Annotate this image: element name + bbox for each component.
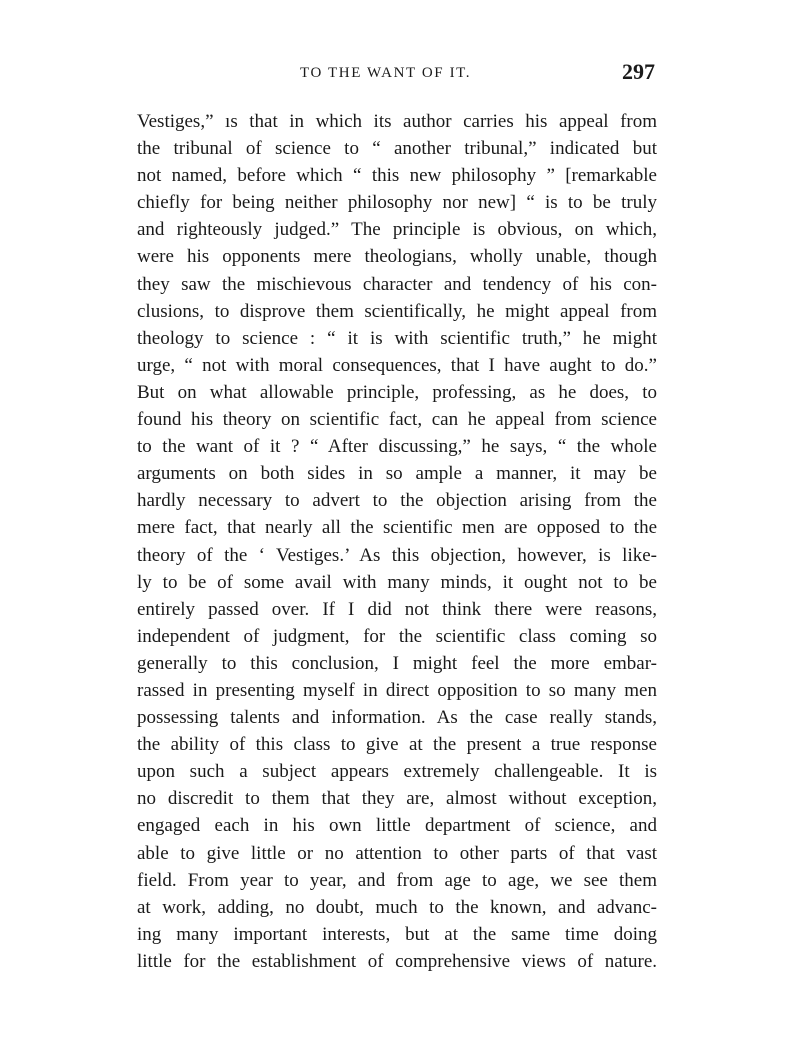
- text-line: not named, before which “ this new philosophy ” [remarkable: [137, 165, 657, 187]
- running-head: [0, 59, 800, 92]
- text-line: But on what allowable principle, professing, as he does, to: [137, 381, 657, 403]
- text-line: Vestiges,” ıs that in which its author carries his appeal from: [137, 111, 657, 132]
- text-line: generally to this conclusion, I might feel the more embar-: [137, 652, 657, 674]
- text-line: clusions, to disprove them scientifically, he might appeal from: [137, 300, 657, 322]
- text-line: able to give little or no attention to other parts of that vast: [137, 842, 657, 864]
- text-line: hardly necessary to advert to the objection arising from the: [137, 490, 657, 512]
- text-line: independent of judgment, for the scientific class coming so: [137, 625, 657, 647]
- page-number: 297: [622, 59, 655, 84]
- body-text: [137, 108, 657, 975]
- text-line: field. From year to year, and from age to age, we see them: [137, 869, 657, 891]
- text-line: urge, “ not with moral consequences, that I have aught to do.”: [137, 354, 657, 376]
- text-line: chiefly for being neither philosophy nor new] “ is to be truly: [137, 192, 657, 214]
- text-line: were his opponents mere theologians, wholly unable, though: [137, 246, 657, 268]
- text-line: little for the establishment of comprehensive views of nature.: [137, 950, 657, 972]
- text-line: theology to science : “ it is with scientific truth,” he might: [137, 327, 657, 349]
- text-line: ly to be of some avail with many minds, it ought not to be: [137, 571, 657, 593]
- text-line: rassed in presenting myself in direct opposition to so many men: [137, 679, 657, 701]
- text-line: the ability of this class to give at the present a true response: [137, 734, 657, 756]
- text-line: ing many important interests, but at the same time doing: [137, 923, 657, 945]
- text-line: the tribunal of science to “ another tribunal,” indicated but: [137, 138, 657, 160]
- text-line: no discredit to them that they are, almost without exception,: [137, 788, 657, 810]
- text-line: to the want of it ? “ After discussing,” he says, “ the whole: [137, 436, 657, 458]
- text-line: engaged each in his own little department of science, and: [137, 815, 657, 837]
- text-line: theory of the ‘ Vestiges.’ As this objection, however, is like-: [137, 544, 657, 566]
- text-line: found his theory on scientific fact, can he appeal from science: [137, 409, 657, 431]
- text-line: and righteously judged.” The principle is obvious, on which,: [137, 219, 657, 241]
- text-line: they saw the mischievous character and tendency of his con-: [137, 273, 657, 295]
- text-line: entirely passed over. If I did not think there were reasons,: [137, 598, 657, 620]
- text-line: upon such a subject appears extremely challengeable. It is: [137, 761, 657, 783]
- text-line: possessing talents and information. As the case really stands,: [137, 707, 657, 729]
- text-line: mere fact, that nearly all the scientific men are opposed to the: [137, 517, 657, 539]
- text-line: at work, adding, no doubt, much to the known, and advanc-: [137, 896, 657, 918]
- running-title: TO THE WANT OF IT.: [300, 65, 472, 81]
- text-line: arguments on both sides in so ample a manner, it may be: [137, 463, 657, 485]
